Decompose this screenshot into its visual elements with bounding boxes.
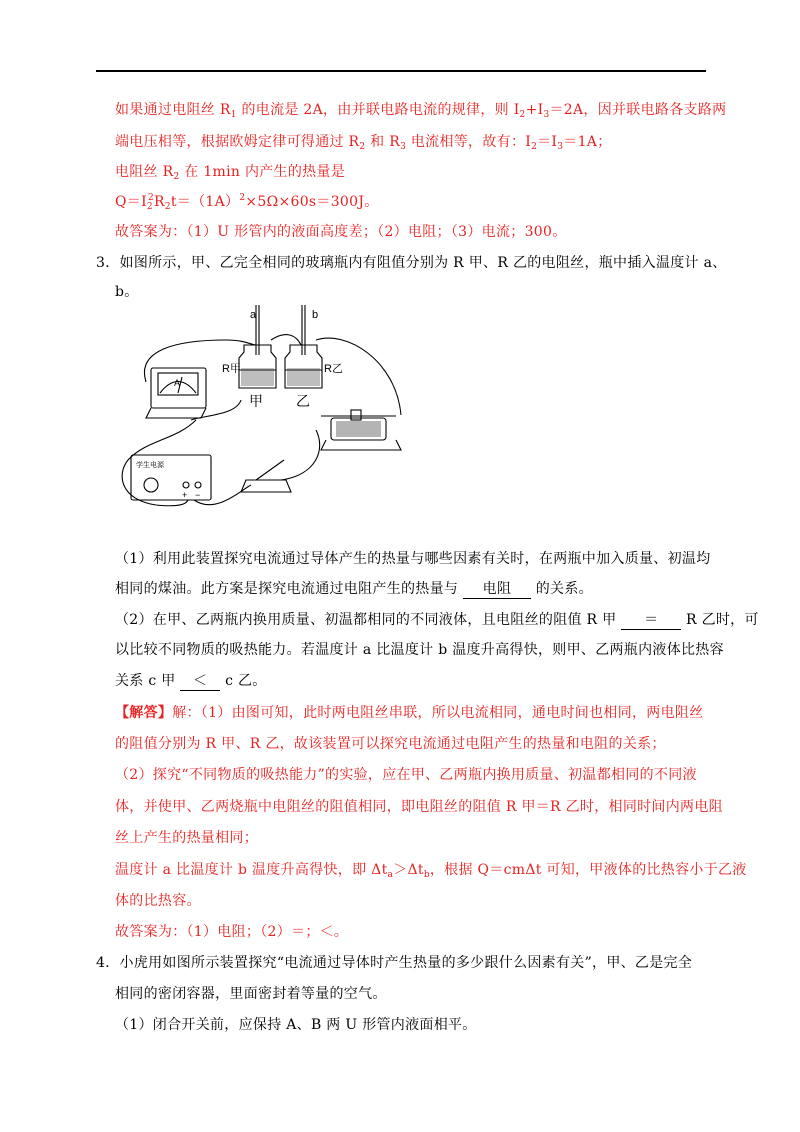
q3-answer-line-5: 丝上产生的热量相同； [115, 830, 258, 846]
prev-answer-line-2: 端电压相等，根据欧姆定律可得通过 $R_2$ 和 $R_3$ 电流相等，故有：$I_2=I_3=1A$； [115, 134, 612, 152]
q3-answer-line-6: 温度计 a 比温度计 b 温度升高得快，即 $\Delta t_a>\Delta t_b$，根据 Q＝cmΔt 可知，甲液体的比热容小于乙液 [115, 862, 747, 880]
prev-answer-final: 故答案为：（1）U 形管内的液面高度差；（2）电阻；（3）电流；300。 [115, 224, 567, 240]
q3-part1-line-2: 相同的煤油。此方案是探究电流通过电阻产生的热量与 电阻 的关系。 [115, 578, 593, 599]
answer-tag: 【解答】 [115, 705, 173, 721]
prev-answer-formula: $Q=I_2^2R_2t=(1A)^2\times 5\Omega\times 60s=300J$。 [115, 193, 379, 212]
q4-stem-line-1: 4．小虎用如图所示装置探究“电流通过导体时产生热量的多少跟什么因素有关”，甲、乙是完全 [96, 955, 693, 971]
header-rule [96, 70, 706, 72]
q3-answer-line-7: 体的比热容。 [115, 893, 201, 909]
q3-part2-blank-1: ＝ [621, 609, 681, 630]
q3-answer-line-4: 体，并使甲、乙两烧瓶中电阻丝的阻值相同，即电阻丝的阻值 R 甲＝R 乙时，相同时间内两电阻 [115, 799, 723, 815]
circuit-diagram [116, 300, 436, 515]
q3-part1-line-1: （1）利用此装置探究电流通过导体产生的热量与哪些因素有关时，在两瓶中加入质量、初温均 [115, 551, 711, 567]
circuit-figure [116, 300, 436, 515]
label-jia: 甲 [249, 393, 263, 409]
label-ammeter: A [174, 378, 181, 388]
q3-stem-line-1: 3．如图所示，甲、乙完全相同的玻璃瓶内有阻值分别为 R 甲、R 乙的电阻丝，瓶中插入温度计 a、 [96, 255, 727, 271]
q4-stem-line-2: 相同的密闭容器，里面密封着等量的空气。 [115, 986, 387, 1002]
q4-part1-line: （1）闭合开关前，应保持 A、B 两 U 形管内液面相平。 [115, 1017, 477, 1033]
q3-answer-line-3: （2）探究“不同物质的吸热能力”的实验，应在甲、乙两瓶内换用质量、初温都相同的不同液 [115, 767, 697, 783]
q3-part2-line-1: （2）在甲、乙两瓶内换用质量、初温都相同的不同液体，且电阻丝的阻值 R 甲 ＝ R 乙时，可 [115, 609, 759, 630]
prev-answer-line-1: 如果通过电阻丝 $R_1$ 的电流是 2A，由并联电路电流的规律，则 $I_2+I_3=2A$，因并联电路各支路两 [115, 102, 727, 120]
prev-answer-line-3: 电阻丝 $R_2$ 在 1min 内产生的热量是 [115, 164, 346, 182]
label-minus: − [195, 490, 201, 500]
label-plus: + [182, 490, 188, 500]
q3-part2-line-3: 关系 c 甲 ＜ c 乙。 [115, 670, 267, 691]
q3-stem-line-2: b。 [115, 284, 139, 300]
label-power-source: 学生电源 [136, 462, 164, 469]
label-a: a [250, 309, 257, 321]
label-yi: 乙 [296, 393, 310, 409]
q3-part1-blank: 电阻 [463, 578, 531, 599]
q3-answer-final: 故答案为：（1）电阻；（2）＝；＜。 [115, 924, 349, 940]
label-r-jia: R甲 [222, 363, 241, 375]
q3-part2-blank-2: ＜ [180, 670, 220, 691]
label-r-yi: R乙 [324, 363, 343, 375]
label-b: b [312, 309, 319, 321]
q3-answer-line-2: 的阻值分别为 R 甲、R 乙，故该装置可以探究电流通过电阻产生的热量和电阻的关系； [115, 736, 666, 752]
q3-part2-line-2: 以比较不同物质的吸热能力。若温度计 a 比温度计 b 温度升高得快，则甲、乙两瓶内液体比热容 [115, 642, 724, 658]
q3-answer-line-1: 【解答】解：（1）由图可知，此时两电阻丝串联，所以电流相同，通电时间也相同，两电阻丝 [115, 705, 704, 721]
